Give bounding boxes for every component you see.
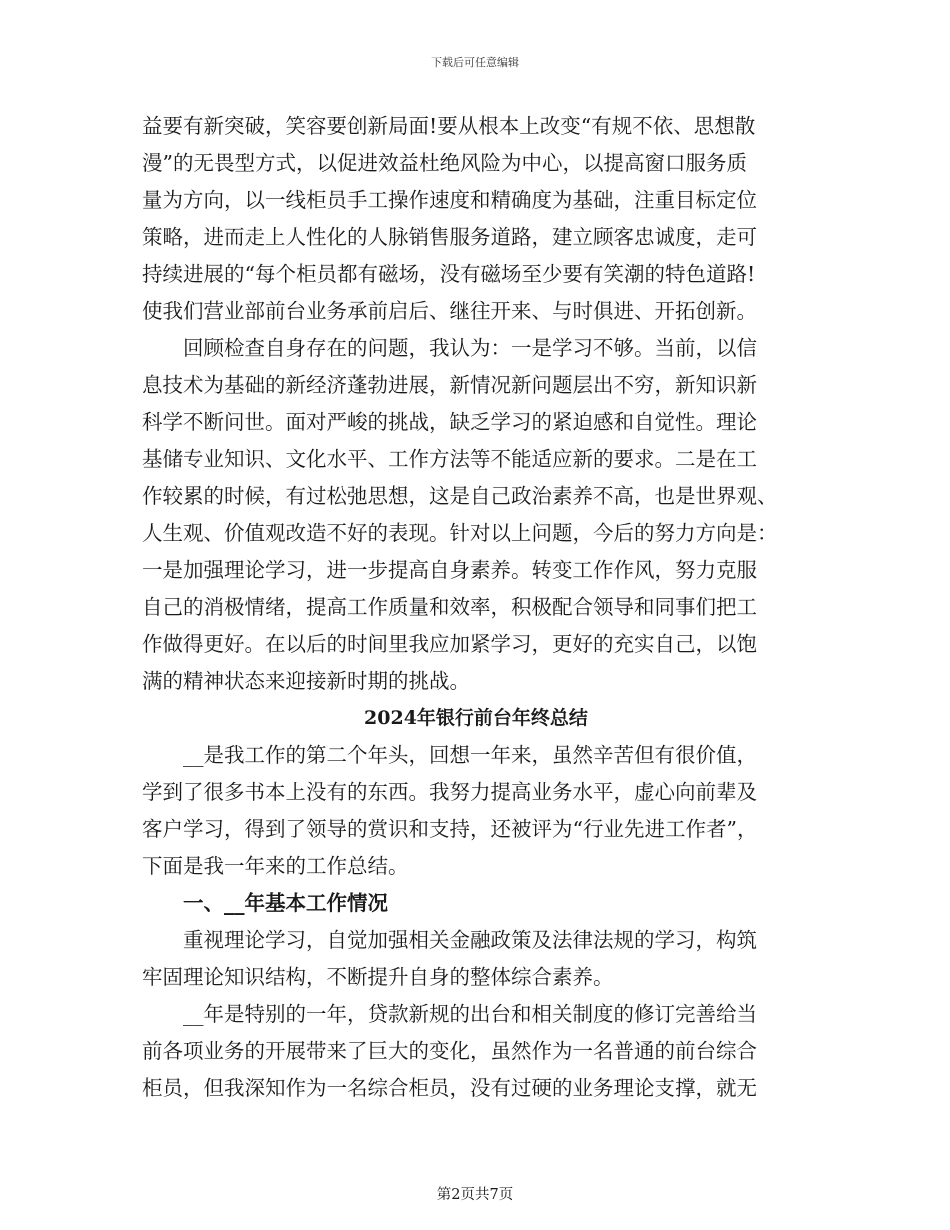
page-header-note: 下载后可任意编辑 xyxy=(431,56,519,69)
text-line: 重视理论学习，自觉加强相关金融政策及法律法规的学习，构筑 xyxy=(183,928,757,952)
text-line: 一是加强理论学习，进一步提高自身素养。转变工作作风，努力克服 xyxy=(142,558,757,582)
text-line: 自己的消极情绪，提高工作质量和效率，积极配合领导和同事们把工 xyxy=(142,595,757,619)
text-line: 学到了很多书本上没有的东西。我努力提高业务水平，虚心向前辈及 xyxy=(142,780,757,804)
text-line: 量为方向，以一线柜员手工操作速度和精确度为基础，注重目标定位 xyxy=(142,188,757,212)
text-line: 作做得更好。在以后的时间里我应加紧学习，更好的充实自己，以饱 xyxy=(142,632,757,656)
text-line: __年是特别的一年，贷款新规的出台和相关制度的修订完善给当 xyxy=(183,1002,757,1026)
text-line: 回顾检查自身存在的问题，我认为：一是学习不够。当前，以信 xyxy=(183,336,757,360)
text-line: 使我们营业部前台业务承前启后、继往开来、与时俱进、开拓创新。 xyxy=(142,299,757,323)
text-line: 息技术为基础的新经济蓬勃进展，新情况新问题层出不穷，新知识新 xyxy=(142,373,757,397)
text-line: 前各项业务的开展带来了巨大的变化，虽然作为一名普通的前台综合 xyxy=(142,1039,757,1063)
text-line: 科学不断问世。面对严峻的挑战，缺乏学习的紧迫感和自觉性。理论 xyxy=(142,410,757,434)
text-line: 基储专业知识、文化水平、工作方法等不能适应新的要求。二是在工 xyxy=(142,447,757,471)
text-line: 漫”的无畏型方式，以促进效益杜绝风险为中心，以提高窗口服务质 xyxy=(142,151,747,175)
section-title: 2024年银行前台年终总结 xyxy=(364,707,588,729)
page-number: 第2页共7页 xyxy=(436,1187,514,1203)
text-line: 牢固理论知识结构，不断提升自身的整体综合素养。 xyxy=(142,965,614,989)
text-line: __是我工作的第二个年头，回想一年来，虽然辛苦但有很价值， xyxy=(183,743,757,767)
text-line: 持续进展的“每个柜员都有磁场，没有磁场至少要有笑潮的特色道路! xyxy=(142,262,756,286)
text-line: 人生观、价值观改造不好的表现。针对以上问题，今后的努力方向是： xyxy=(142,521,778,545)
text-line: 作较累的时候，有过松弛思想，这是自己政治素养不高，也是世界观、 xyxy=(142,484,778,508)
text-line: 策略，进而走上人性化的人脉销售服务道路，建立顾客忠诚度，走可 xyxy=(142,225,757,249)
text-line: 满的精神状态来迎接新时期的挑战。 xyxy=(142,669,470,693)
text-line: 下面是我一年来的工作总结。 xyxy=(142,854,409,878)
section-heading: 一、__年基本工作情况 xyxy=(183,891,388,915)
text-line: 柜员，但我深知作为一名综合柜员，没有过硬的业务理论支撑，就无 xyxy=(142,1076,757,1100)
text-line: 益要有新突破，笑容要创新局面!要从根本上改变“有规不依、思想散 xyxy=(142,114,756,138)
document-body xyxy=(142,108,810,1107)
text-line: 客户学习，得到了领导的赏识和支持，还被评为“行业先进工作者”， xyxy=(142,817,758,841)
